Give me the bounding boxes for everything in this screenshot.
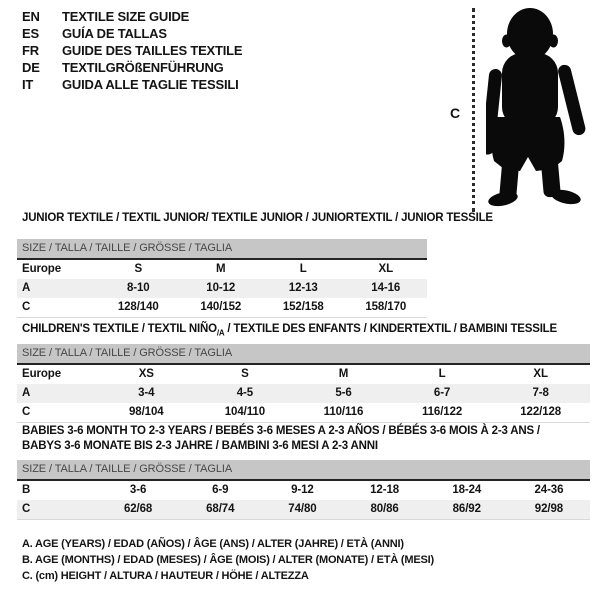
table-row-age xyxy=(17,279,427,298)
size-cell: M xyxy=(216,263,226,275)
height-cell: 140/152 xyxy=(200,301,242,313)
age-cell: 3-6 xyxy=(129,484,147,496)
height-cell: 104/110 xyxy=(224,406,266,418)
age-cell: 7-8 xyxy=(532,387,549,399)
language-text: TEXTILGRÖßENFÜHRUNG xyxy=(62,60,224,75)
age-cell: 12-18 xyxy=(370,484,400,496)
table-row-europe xyxy=(17,365,590,384)
title-part: CHILDREN'S TEXTILE / TEXTIL NIÑO xyxy=(22,323,217,335)
babies-table xyxy=(17,460,590,520)
title-line: BABIES 3-6 MONTH TO 2-3 YEARS / BEBÉS 3-6 MESES A 2-3 AÑOS / BÉBÉS 3-6 MOIS À 2-3 ANS / xyxy=(22,425,540,437)
row-label: A xyxy=(22,282,31,294)
language-row xyxy=(22,8,242,25)
size-cell: S xyxy=(241,368,249,380)
height-cell: 98/104 xyxy=(129,406,164,418)
babies-table-title xyxy=(22,424,540,454)
age-cell: 6-9 xyxy=(212,484,229,496)
height-cell: 116/122 xyxy=(421,406,463,418)
language-code: IT xyxy=(22,77,34,92)
age-cell: 6-7 xyxy=(433,387,451,399)
size-header-bar: SIZE / TALLA / TAILLE / GRÖSSE / TAGLIA xyxy=(17,239,427,260)
language-text: GUIDE DES TAILLES TEXTILE xyxy=(62,43,243,58)
age-cell: 10-12 xyxy=(206,282,236,294)
language-row xyxy=(22,25,242,42)
height-cell: 92/98 xyxy=(534,503,564,515)
row-label: C xyxy=(22,406,31,418)
language-code: EN xyxy=(22,9,40,24)
age-cell: 24-36 xyxy=(534,484,564,496)
size-cell: M xyxy=(338,368,349,380)
size-header-bar: SIZE / TALLA / TAILLE / GRÖSSE / TAGLIA xyxy=(17,344,590,365)
age-cell: 12-13 xyxy=(288,282,318,294)
row-label: C xyxy=(22,301,31,313)
footnote-a: A. AGE (YEARS) / EDAD (AÑOS) / ÂGE (ANS) / ALTER (JAHRE) / ETÀ (ANNI) xyxy=(22,538,404,550)
size-cell: XL xyxy=(533,368,548,380)
height-cell: 80/86 xyxy=(370,503,399,515)
height-cell: 62/68 xyxy=(123,503,153,515)
junior-table-title: JUNIOR TEXTILE / TEXTIL JUNIOR/ TEXTILE JUNIOR / JUNIORTEXTIL / JUNIOR TESSILE xyxy=(22,212,493,224)
size-header-bar: SIZE / TALLA / TAILLE / GRÖSSE / TAGLIA xyxy=(17,460,590,481)
language-list xyxy=(22,8,242,93)
size-cell: XS xyxy=(138,368,154,380)
age-cell: 18-24 xyxy=(452,484,482,496)
size-cell: S xyxy=(134,263,143,275)
language-row xyxy=(22,42,242,59)
language-text: GUÍA DE TALLAS xyxy=(62,26,167,41)
height-cell: 152/158 xyxy=(282,301,324,313)
footnotes xyxy=(22,536,434,584)
language-text: TEXTILE SIZE GUIDE xyxy=(62,9,190,24)
age-cell: 8-10 xyxy=(126,282,150,294)
table-row-age xyxy=(17,384,590,403)
toddler-silhouette-icon xyxy=(486,5,588,207)
children-table xyxy=(17,344,590,423)
language-code: ES xyxy=(22,26,39,41)
title-subscript: /A xyxy=(216,328,225,338)
language-row xyxy=(22,76,242,93)
table-row-height xyxy=(17,500,590,519)
size-cell: XL xyxy=(378,263,393,275)
language-code: DE xyxy=(22,60,40,75)
age-cell: 4-5 xyxy=(236,387,254,399)
height-cell: 128/140 xyxy=(117,301,159,313)
size-cell: L xyxy=(299,263,307,275)
junior-table xyxy=(17,239,427,318)
height-cell: 158/170 xyxy=(365,301,407,313)
language-code: FR xyxy=(22,43,39,58)
table-row-height xyxy=(17,298,427,317)
language-row xyxy=(22,59,242,76)
footnote-c: C. (cm) HEIGHT / ALTURA / HAUTEUR / HÖHE / ALTEZZA xyxy=(22,570,309,582)
row-label: Europe xyxy=(22,368,62,380)
row-label: C xyxy=(22,503,31,515)
height-measure-line xyxy=(472,8,475,212)
height-cell: 68/74 xyxy=(206,503,235,515)
age-cell: 3-4 xyxy=(138,387,155,399)
title-part: / TEXTILE DES ENFANTS / KINDERTEXTIL / BAMBINI TESSILE xyxy=(224,323,557,335)
title-line: BABYS 3-6 MONATE BIS 2-3 JAHRE / BAMBINI 3-6 MESI A 2-3 ANNI xyxy=(22,440,378,452)
height-cell: 110/116 xyxy=(323,406,364,418)
children-table-title xyxy=(22,322,557,340)
table-row-europe xyxy=(17,260,427,279)
age-cell: 9-12 xyxy=(291,484,314,496)
height-cell: 86/92 xyxy=(452,503,481,515)
footnote-b: B. AGE (MONTHS) / EDAD (MESES) / ÂGE (MOIS) / ALTER (MONATE) / ETÀ (MESI) xyxy=(22,554,434,566)
size-cell: L xyxy=(438,368,446,380)
age-cell: 14-16 xyxy=(371,282,401,294)
height-measure-label: C xyxy=(450,105,461,121)
height-cell: 74/80 xyxy=(288,503,317,515)
age-cell: 5-6 xyxy=(335,387,352,399)
row-label: A xyxy=(22,387,31,399)
language-text: GUIDA ALLE TAGLIE TESSILI xyxy=(62,77,239,92)
table-row-age-months xyxy=(17,481,590,500)
row-label: B xyxy=(22,484,31,496)
height-cell: 122/128 xyxy=(520,406,562,418)
row-label: Europe xyxy=(22,263,62,275)
table-row-height xyxy=(17,403,590,422)
